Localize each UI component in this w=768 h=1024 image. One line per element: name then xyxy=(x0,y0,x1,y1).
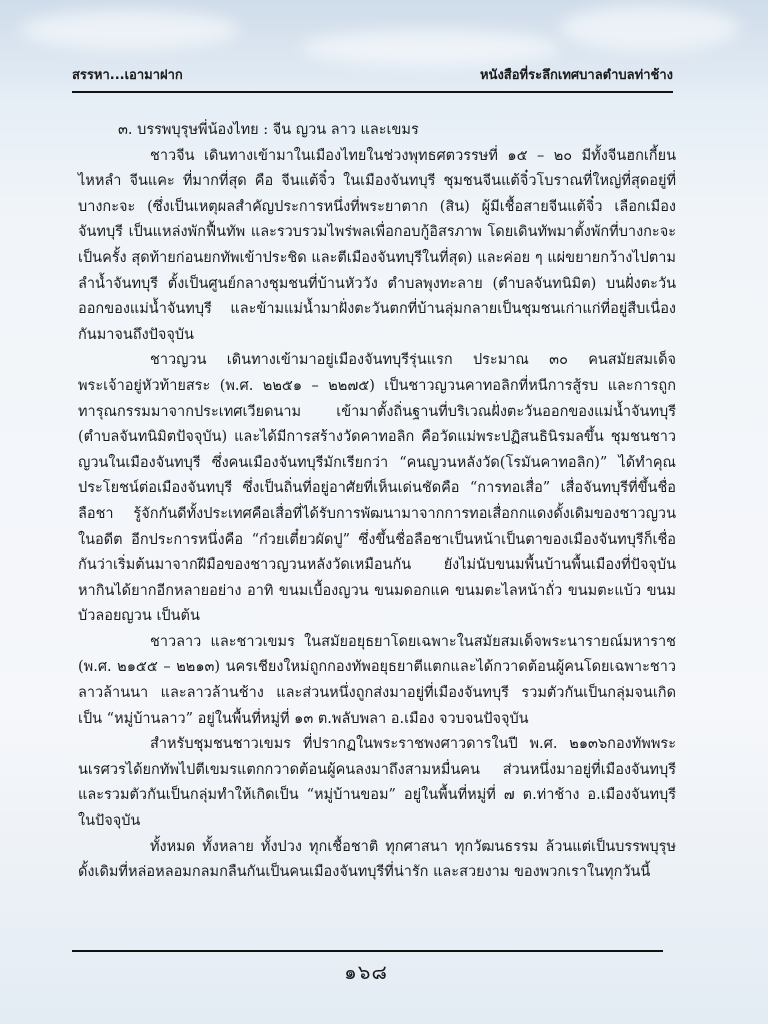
page-number: ๑๖๘ xyxy=(344,960,388,984)
header-left-title: สรรหา...เอามาฝาก xyxy=(72,68,183,83)
paragraph-chinese: ชาวจีน เดินทางเข้ามาในเมืองไทยในช่วงพุทธศตวรรษที่ ๑๕ – ๒๐ มีทั้งจีนฮกเกี้ยน ไหหลำ จีนแคะ ที่มากที่สุด คือ จีนแต้จิ๋ว ในเมืองจันทบุรี ชุมชนจีนแต้จิ๋วโบราณที่ใหญ่ที่สุดอยู่ที่บางกะจะ (ซึ่งเป็นเหตุผลสำคัญประการหนึ่งที่พระยาตาก (สิน) ผู้มีเชื้อสายจีนแต้จิ๋ว เลือกเมืองจันทบุรี เป็นแหล่งพักฟื้นทัพ และรวบรวมไพร่พลเพื่อกอบกู้อิสรภาพ โดยเดินทัพมาตั้งพักที่บางกะจะเป็นครั้ง สุดท้ายก่อนยกทัพเข้าประชิด และตีเมืองจันทบุรีในที่สุด) และค่อย ๆ แผ่ขยายกว้างไปตามลำน้ำจันทบุรี ตั้งเป็นศูนย์กลางชุมชนที่บ้านหัววัง ตำบลพุงทะลาย (ตำบลจันทนิมิต) บนฝั่งตะวันออกของแม่น้ำจันทบุรี และข้ามแม่น้ำมาฝั่งตะวันตกที่บ้านลุ่มกลายเป็นชุมชนเก่าแก่ที่อยู่สืบเนื่องกันมาจนถึงปัจจุบัน xyxy=(78,147,676,343)
footer-divider xyxy=(72,950,663,952)
page-content xyxy=(78,118,676,886)
paragraph-vietnamese: ชาวญวน เดินทางเข้ามาอยู่เมืองจันทบุรีรุ่นแรก ประมาณ ๓๐ คนสมัยสมเด็จพระเจ้าอยู่หัวท้ายสระ (พ.ศ. ๒๒๕๑ – ๒๒๗๕) เป็นชาวญวนคาทอลิกที่หนีการสู้รบ และการถูกทารุณกรรมมาจากประเทศเวียดนาม เข้ามาตั้งถิ่นฐานที่บริเวณฝั่งตะวันออกของแม่น้ำจันทบุรี (ตำบลจันทนิมิตปัจจุบัน) และได้มีการสร้างวัดคาทอลิก คือวัดแม่พระปฏิสนธินิรมลขึ้น ชุมชนชาวญวนในเมืองจันทบุรี ซึ่งคนเมืองจันทบุรีมักเรียกว่า “คนญวนหลังวัด(โรมันคาทอลิก)” ได้ทำคุณประโยชน์ต่อเมืองจันทบุรี ซึ่งเป็นถิ่นที่อยู่อาศัยที่เห็นเด่นชัดคือ “การทอเสื่อ” เสื่อจันทบุรีที่ขึ้นชื่อลือชา รู้จักกันดีทั้งประเทศคือเสื่อที่ได้รับการพัฒนามาจากการทอเสื่อกกแดงดั้งเดิมของชาวญวนในอดีต อีกประการหนึ่งคือ “ก๋วยเตี๋ยวผัดปู” ซึ่งขึ้นชื่อลือชาเป็นหน้าเป็นตาของเมืองจันทบุรีก็เชื่อกันว่าเริ่มต้นมาจากฝีมือของชาวญวนหลังวัดเหมือนกัน ยังไม่นับขนมพื้นบ้านพื้นเมืองที่ปัจจุบันหากินได้ยากอีกหลายอย่าง อาทิ ขนมเบื้องญวน ขนมดอกแค ขนมตะไลหน้าถั่ว ขนมตะแบ้ว ขนมบัวลอยญวน เป็นต้น xyxy=(78,352,676,625)
paragraph-lao-khmer: ชาวลาว และชาวเขมร ในสมัยอยุธยาโดยเฉพาะในสมัยสมเด็จพระนารายณ์มหาราช (พ.ศ. ๒๑๕๕ – ๒๒๑๓) นครเชียงใหม่ถูกกองทัพอยุธยาตีแตกและได้กวาดต้อนผู้คนโดยเฉพาะชาวลาวล้านนา และลาวล้านช้าง และส่วนหนึ่งถูกส่งมาอยู่ที่เมืองจันทบุรี รวมตัวกันเป็นกลุ่มจนเกิดเป็น “หมู่บ้านลาว” อยู่ในพื้นที่หมู่ที่ ๑๓ ต.พลับพลา อ.เมือง จวบจนปัจจุบัน xyxy=(78,633,676,727)
header-right-title: หนังสือที่ระลึกเทศบาลตำบลท่าช้าง xyxy=(479,68,673,83)
background-cloud xyxy=(560,5,740,51)
background-cloud xyxy=(300,30,560,66)
paragraph-khmer-community: สำหรับชุมชนชาวเขมร ที่ปรากฏในพระราชพงศาวดารในปี พ.ศ. ๒๑๓๖กองทัพพระนเรศวรได้ยกทัพไปตีเขมรแตกกวาดต้อนผู้คนลงมาถึงสามหมื่นคน ส่วนหนึ่งมาอยู่ที่เมืองจันทบุรี และรวมตัวกันเป็นกลุ่มทำให้เกิดเป็น “หมู่บ้านขอม” อยู่ในพื้นที่หมู่ที่ ๗ ต.ท่าช้าง อ.เมืองจันทบุรี ในปัจจุบัน xyxy=(78,736,676,830)
page-header xyxy=(72,64,673,93)
paragraph-conclusion: ทั้งหมด ทั้งหลาย ทั้งปวง ทุกเชื้อชาติ ทุกศาสนา ทุกวัฒนธรรม ล้วนแต่เป็นบรรพบุรุษดั้งเดิมที่หล่อหลอมกลมกลืนกันเป็นคนเมืองจันทบุรีที่น่ารัก และสวยงาม ของพวกเราในทุกวันนี้ xyxy=(78,838,676,881)
section-heading: ๓. บรรพบุรุษพี่น้องไทย : จีน ญวน ลาว และเขมร xyxy=(118,122,419,138)
background-cloud xyxy=(20,10,240,50)
